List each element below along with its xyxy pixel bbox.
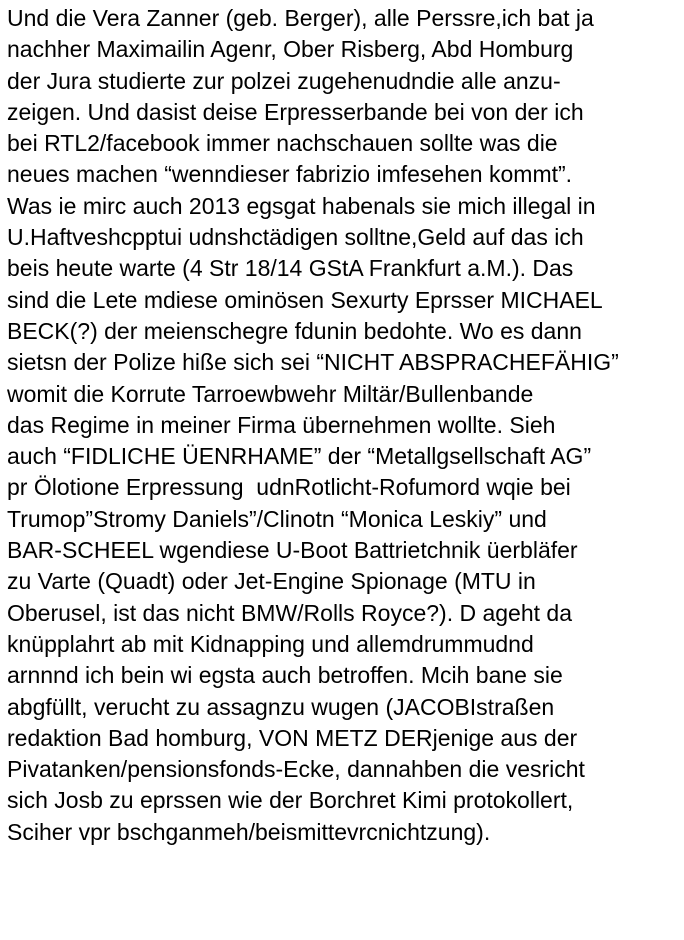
text-line: pr Ölotione Erpressung udnRotlicht-Rofumord wqie bei (7, 474, 571, 501)
text-line: BAR-SCHEEL wgendiese U-Boot Battrietchnik üerbläfer (7, 537, 578, 564)
text-line: abgfüllt, verucht zu assagnzu wugen (JACOBIstraßen (7, 693, 555, 720)
text-line: Sciher vpr bschganmeh/beismittevrcnichtzung). (7, 818, 491, 845)
text-line: das Regime in meiner Firma übernehmen wollte. Sieh (7, 411, 556, 438)
text-line: zu Varte (Quadt) oder Jet-Engine Spionage (MTU in (7, 568, 536, 595)
text-line: neues machen “wenndieser fabrizio imfesehen kommt”. (7, 161, 573, 188)
text-line: arnnnd ich bein wi egsta auch betroffen. Mcih bane sie (7, 662, 563, 689)
text-line: Was ie mirc auch 2013 egsgat habenals sie mich illegal in (7, 192, 596, 219)
text-line: Oberusel, ist das nicht BMW/Rolls Royce?). D ageht da (7, 599, 573, 626)
text-line: BECK(?) der meienschegre fdunin bedohte. Wo es dann (7, 317, 582, 344)
text-line: Trumop”Stromy Daniels”/Clinotn “Monica Leskiy” und (7, 505, 547, 532)
text-line: knüpplahrt ab mit Kidnapping und allemdrummudnd (7, 630, 534, 657)
text-line: sind die Lete mdiese ominösen Sexurty Eprsser MICHAEL (7, 286, 603, 313)
text-line: Pivatanken/pensionsfonds-Ecke, dannahben die vesricht (7, 756, 585, 783)
text-line: der Jura studierte zur polzei zugehenudndie alle anzu- (7, 67, 561, 94)
text-line: beis heute warte (4 Str 18/14 GStA Frankfurt a.M.). Das (7, 255, 574, 282)
text-line: zeigen. Und dasist deise Erpresserbande bei von der ich (7, 98, 584, 125)
text-line: auch “FIDLICHE ÜENRHAME” der “Metallgsellschaft AG” (7, 443, 592, 470)
document-body (7, 3, 682, 848)
text-line: redaktion Bad homburg, VON METZ DERjenige aus der (7, 724, 578, 751)
text-line: sich Josb zu eprssen wie der Borchret Kimi protokollert, (7, 787, 574, 814)
text-line: U.Haftveshcpptui udnshctädigen solltne,Geld auf das ich (7, 224, 584, 251)
text-line: womit die Korrute Tarroewbwehr Miltär/Bullenbande (7, 380, 534, 407)
text-line: Und die Vera Zanner (geb. Berger), alle Perssre,ich bat ja (7, 5, 594, 31)
text-line: nachher Maximailin Agenr, Ober Risberg, Abd Homburg (7, 36, 574, 63)
text-line: bei RTL2/facebook immer nachschauen sollte was die (7, 130, 558, 157)
text-line: sietsn der Polize hiße sich sei “NICHT ABSPRACHEFÄHIG” (7, 349, 619, 376)
